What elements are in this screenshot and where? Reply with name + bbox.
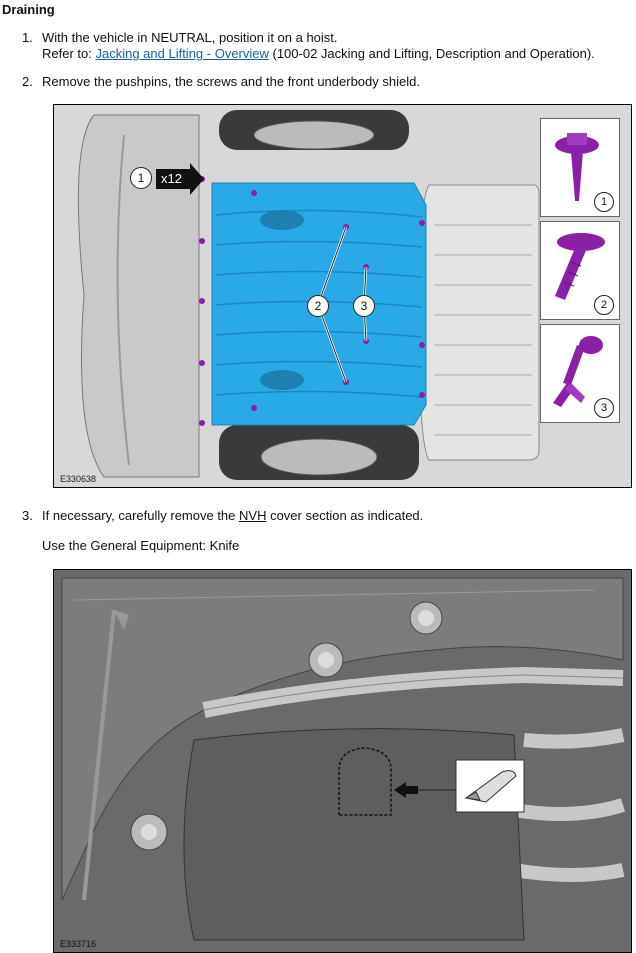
inset-callout-3: 3 [594,398,614,418]
step-2 [22,74,420,90]
nvh-term: NVH [239,508,267,523]
step-text: With the vehicle in NEUTRAL, position it on a hoist. [42,30,338,45]
callout-2: 2 [307,295,329,317]
section-title: Draining [2,2,55,17]
figure-id: E330638 [60,474,97,484]
step-3 [22,508,423,524]
step-1 [22,30,595,62]
quantity-label: x12 [161,171,182,186]
step-text: Remove the pushpins, the screws and the front underbody shield. [42,74,420,89]
step-number: 3. [22,508,33,523]
underbody-shield-figure [53,104,632,488]
equipment-note: Use the General Equipment: Knife [42,538,240,553]
step-text-before: If necessary, carefully remove the [42,508,240,523]
refer-suffix: (100-02 Jacking and Lifting, Description and Operation). [268,46,595,61]
figure-id: E333716 [60,939,97,949]
inset-callout-1: 1 [594,192,614,212]
step-text-after: cover section as indicated. [266,508,424,523]
callout-1: 1 [130,167,152,189]
step-number: 2. [22,74,33,89]
nvh-illustration [54,570,631,952]
step-number: 1. [22,30,33,45]
screw-inset [540,118,620,217]
jacking-lifting-link[interactable]: Jacking and Lifting - Overview [95,46,269,61]
callout-3: 3 [353,295,375,317]
clip-inset [540,324,620,423]
inset-callout-2: 2 [594,295,614,315]
nvh-cover-figure [53,569,632,953]
refer-prefix: Refer to: [42,46,96,61]
pushpin-inset [540,221,620,320]
